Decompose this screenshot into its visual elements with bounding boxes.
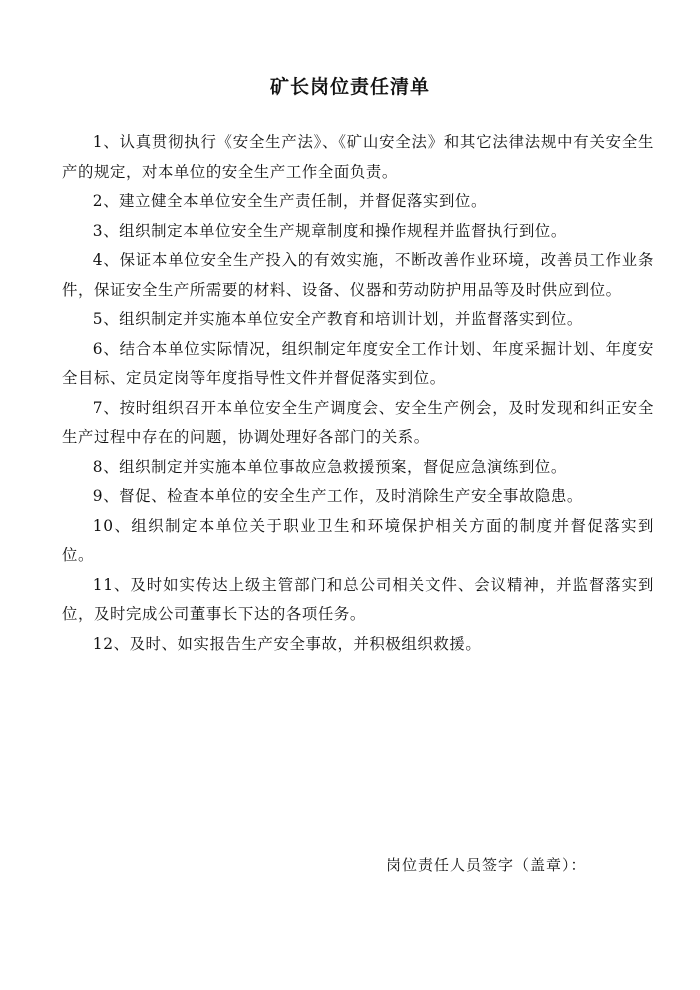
duty-item-3: 3、组织制定本单位安全生产规章制度和操作规程并监督执行到位。: [92, 221, 567, 240]
duty-item-4: 4、保证本单位安全生产投入的有效实施，不断改善作业环境，改善员工作业条件，保证安全生产所需要的材料、设备、仪器和劳动防护用品等及时供应到位。: [62, 251, 654, 299]
signature-label: 岗位责任人员签字（盖章）：: [386, 856, 587, 874]
duty-list: [62, 128, 654, 659]
duty-item-8: 8、组织制定并实施本单位事故应急救援预案，督促应急演练到位。: [92, 457, 567, 476]
duty-item-6: 6、结合本单位实际情况，组织制定年度安全工作计划、年度采掘计划、年度安全目标、定员定岗等年度指导性文件并督促落实到位。: [62, 339, 654, 387]
duty-item-5: 5、组织制定并实施本单位安全产教育和培训计划，并监督落实到位。: [92, 310, 583, 328]
duty-item-10: 10、组织制定本单位关于职业卫生和环境保护相关方面的制度并督促落实到位。: [62, 516, 654, 564]
duty-item-9: 9、督促、检查本单位的安全生产工作，及时消除生产安全事故隐患。: [92, 487, 583, 505]
duty-item-11: 11、及时如实传达上级主管部门和总公司相关文件、会议精神，并监督落实到位，及时完成公司董事长下达的各项任务。: [62, 575, 654, 623]
duty-item-2: 2、建立健全本单位安全生产责任制，并督促落实到位。: [92, 192, 487, 210]
duty-item-1: 1、认真贯彻执行《安全生产法》、《矿山安全法》和其它法律法规中有关安全生产的规定，对本单位的安全生产工作全面负责。: [62, 133, 654, 181]
duty-item-7: 7、按时组织召开本单位安全生产调度会、安全生产例会，及时发现和纠正安全生产过程中存在的问题，协调处理好各部门的关系。: [62, 398, 654, 446]
page-title: 矿长岗位责任清单: [269, 76, 430, 98]
duty-item-12: 12、及时、如实报告生产安全事故，并积极组织救援。: [92, 634, 482, 653]
